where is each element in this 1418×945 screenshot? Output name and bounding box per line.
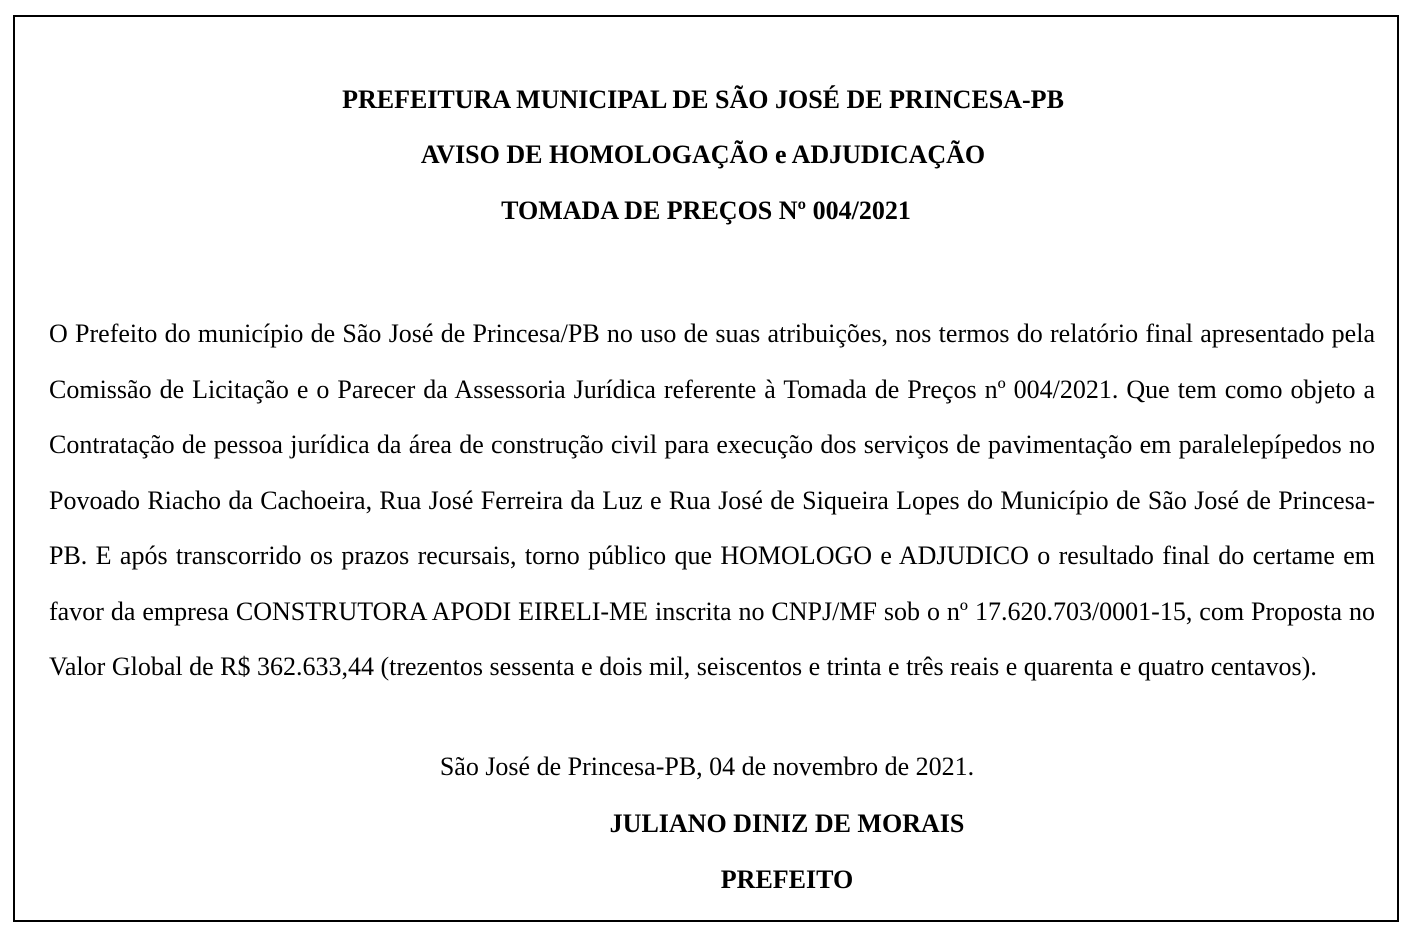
notice-body-paragraph: O Prefeito do município de São José de Princesa/PB no uso de suas atribuições, nos termos do relatório final apresentado pela Comissão de Licitação e o Parecer da Assessoria Jurídica referente à Tomada de Preços nº 004/2021. Que tem como objeto a Contratação de pessoa jurídica da área de construção civil para execução dos serviços de pavimentação em paralelepípedos no Povoado Riacho da Cachoeira, Rua José Ferreira da Luz e Rua José de Siqueira Lopes do Município de São José de Princesa-PB. E após transcorrido os prazos recursais, torno público que HOMOLOGO e ADJUDICO o resultado final do certame em favor da empresa CONSTRUTORA APODI EIRELI-ME inscrita no CNPJ/MF sob o nº 17.620.703/0001-15, com Proposta no Valor Global de R$ 362.633,44 (trezentos sessenta e dois mil, seiscentos e trinta e três reais e quarenta e quatro centavos). <box>49 319 1375 681</box>
notice-header-title: AVISO DE HOMOLOGAÇÃO e ADJUDICAÇÃO <box>420 140 986 169</box>
notice-frame <box>13 15 1399 922</box>
signatory-name: JULIANO DINIZ DE MORAIS <box>609 809 965 838</box>
signatory-title: PREFEITO <box>720 865 854 894</box>
notice-date-line: São José de Princesa-PB, 04 de novembro de 2021. <box>439 752 975 781</box>
notice-header-process-number: TOMADA DE PREÇOS Nº 004/2021 <box>501 196 911 225</box>
notice-header-municipality: PREFEITURA MUNICIPAL DE SÃO JOSÉ DE PRINCESA-PB <box>342 85 1064 114</box>
